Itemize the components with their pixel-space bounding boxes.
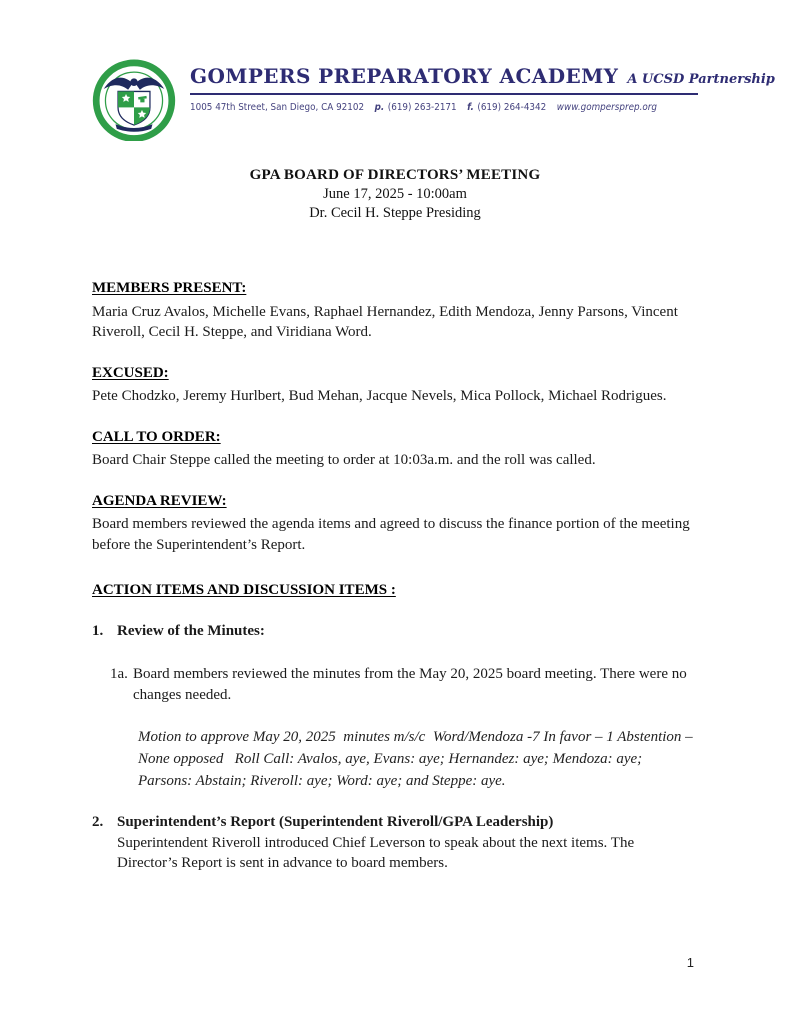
section-call-to-order: [92, 427, 698, 471]
meeting-presider: Dr. Cecil H. Steppe Presiding: [309, 205, 481, 221]
letterhead-rule: [190, 93, 698, 95]
call-to-order-text: Board Chair Steppe called the meeting to order at 10:03a.m. and the roll was called.: [92, 452, 596, 468]
section-members-present: [92, 278, 698, 343]
action-item-1a-number: 1a.: [110, 666, 128, 682]
heading-agenda-review: AGENDA REVIEW:: [92, 492, 227, 509]
meeting-title-block: [92, 166, 698, 223]
school-logo: [92, 57, 176, 141]
excused-text: Pete Chodzko, Jeremy Hurlbert, Bud Mehan, Jacque Nevels, Mica Pollock, Michael Rodrigues.: [92, 388, 667, 404]
action-item-1-number: 1.: [92, 622, 104, 639]
eagle-crest-icon: [92, 57, 176, 141]
action-item-1a-text: Board members reviewed the minutes from the May 20, 2025 board meeting. There were no changes needed.: [133, 666, 687, 703]
page-number: 1: [686, 955, 694, 970]
letterhead-text-block: [190, 57, 775, 113]
action-item-2-number: 2.: [92, 814, 104, 830]
heading-call-to-order: CALL TO ORDER:: [92, 428, 221, 445]
meeting-datetime: June 17, 2025 - 10:00am: [323, 186, 467, 202]
members-present-text: Maria Cruz Avalos, Michelle Evans, Raphael Hernandez, Edith Mendoza, Jenny Parsons, Vincent Riveroll, Cecil H. Steppe, and Viridiana Word.: [92, 303, 678, 340]
fax-label: f.: [467, 102, 474, 113]
school-name-line: [190, 64, 775, 88]
section-agenda-review: [92, 491, 698, 556]
fax-group: [467, 102, 546, 113]
phone-group: [375, 102, 457, 113]
phone-label: p.: [374, 102, 385, 113]
section-excused: [92, 363, 698, 407]
street-address: 1005 47th Street, San Diego, CA 92102: [190, 102, 365, 113]
fax-number: (619) 264-4342: [477, 102, 547, 113]
action-item-2: [92, 812, 698, 874]
heading-excused: EXCUSED:: [92, 364, 169, 381]
action-item-2-body-wrap: [117, 812, 698, 874]
section-action-items: [92, 580, 698, 601]
phone-number: (619) 263-2171: [387, 102, 457, 113]
letterhead: [92, 57, 775, 141]
partnership-tagline: A UCSD Partnership: [627, 72, 775, 87]
action-item-1a: [110, 664, 698, 705]
action-item-1-body: [117, 621, 698, 642]
school-name: GOMPERS PREPARATORY ACADEMY: [190, 64, 619, 88]
action-item-2-text: Superintendent Riveroll introduced Chief Leverson to speak about the next items. The Director’s Report is sent in advance to board members.: [117, 834, 635, 871]
meeting-title: GPA BOARD OF DIRECTORS’ MEETING: [249, 167, 541, 183]
action-item-1-title: Review of the Minutes:: [117, 622, 265, 639]
action-item-2-title: Superintendent’s Report (Superintendent Riveroll/GPA Leadership): [117, 814, 554, 830]
action-item-1: [92, 621, 698, 642]
minutes-body: [92, 278, 698, 874]
motion-text: Motion to approve May 20, 2025 minutes m/s/c Word/Mendoza -7 In favor – 1 Abstention – None opposed Roll Call: Avalos, aye, Evans: aye; Hernandez: aye; Mendoza: aye; Parsons: Abstain; Riveroll: aye; Word: aye; and Steppe: aye.: [138, 729, 697, 789]
website-link: www.gompersprep.org: [556, 102, 657, 113]
agenda-review-text: Board members reviewed the agenda items and agreed to discuss the finance portion of the meeting before the Superintendent’s Report.: [92, 516, 690, 553]
heading-members-present: MEMBERS PRESENT:: [92, 280, 247, 296]
address-line: [190, 102, 657, 113]
heading-action-items: ACTION ITEMS AND DISCUSSION ITEMS :: [92, 582, 396, 598]
